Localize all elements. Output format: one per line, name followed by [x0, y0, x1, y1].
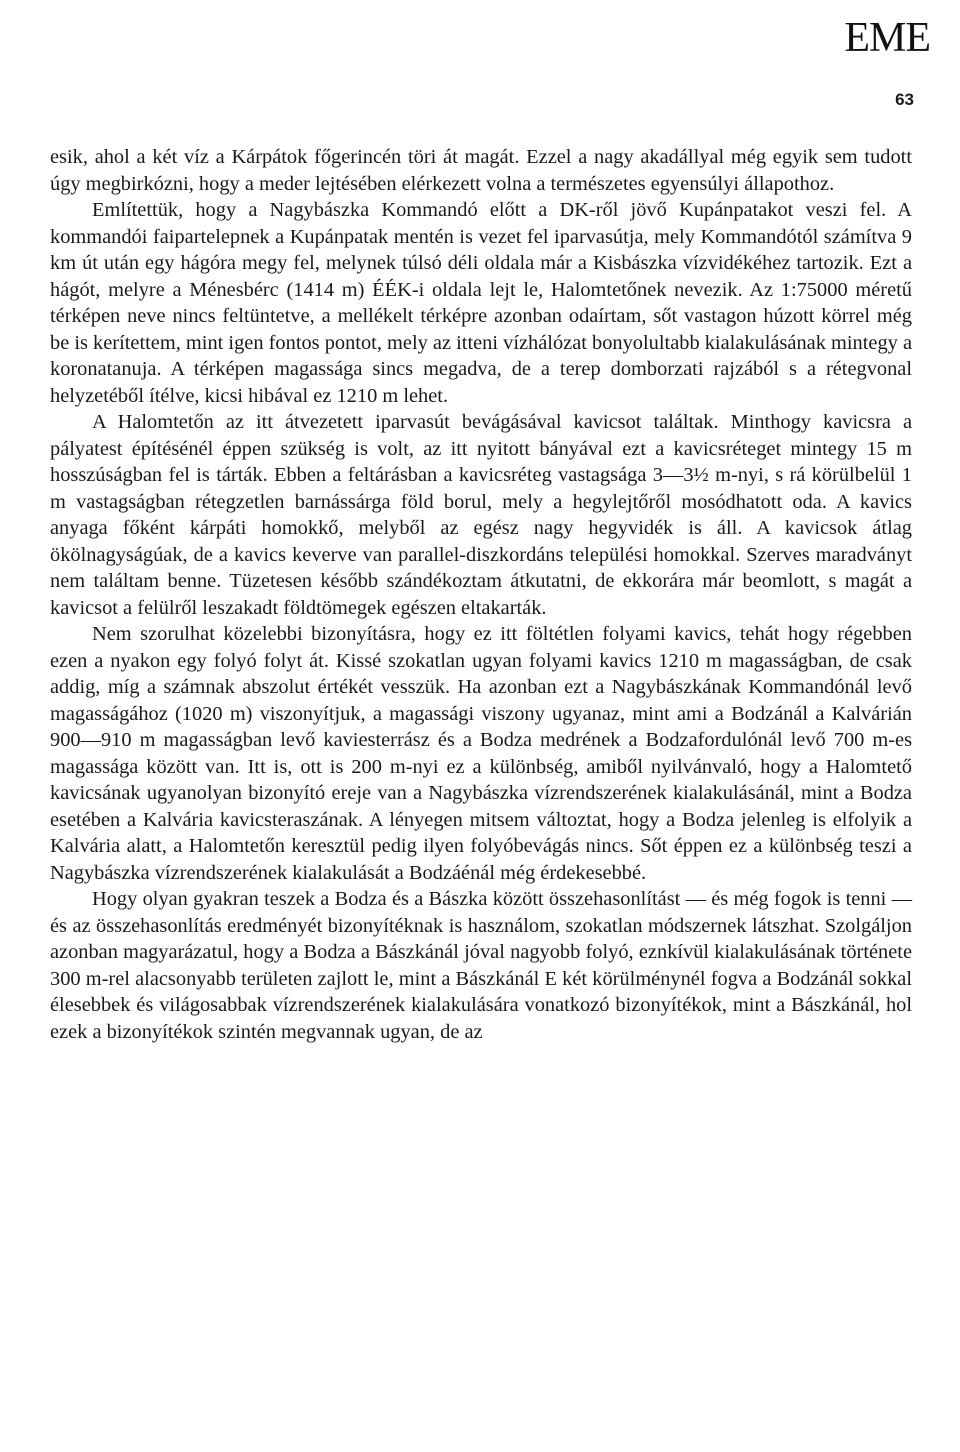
page-number: 63: [895, 90, 914, 109]
paragraph: esik, ahol a két víz a Kárpátok főgerincén töri át magát. Ezzel a nagy akadállyal még egyik sem tudott úgy megbirkózni, hogy a meder lejtésében elérkezett volna a természetes egyensúlyi állapothoz.: [50, 146, 912, 195]
publisher-logo: EME: [844, 15, 930, 61]
paragraph: Hogy olyan gyakran teszek a Bodza és a Bászka között összehasonlítást — és még fogok is tenni — és az összehasonlítás eredményét bizonyítéknak is használom, szokatlan módszernek látszhat. Szolgáljon azonban magyarázatul, hogy a Bodza a Bászkánál jóval nagyobb folyó, eznkívül kialakulásának története 300 m-rel alacsonyabb területen zajlott le, mint a Bászkánál E két körülménynél fogva a Bodzánál sokkal élesebbek és világosabbak vízrendszerének kialakulására vonatkozó bizonyítékok, mint a Bászkánál, hol ezek a bizonyítékok szintén megvannak ugyan, de az: [50, 888, 912, 1043]
body-text: [50, 144, 912, 1045]
paragraph: Nem szorulhat közelebbi bizonyításra, hogy ez itt föltétlen folyami kavics, tehát hogy régebben ezen a nyakon egy folyó folyt át. Kissé szokatlan ugyan folyami kavics 1210 m magasságban, de csak addig, míg a számnak abszolut értékét vesszük. Ha azonban ezt a Nagybászkának Kommandónál levő magasságához (1020 m) viszonyítjuk, a magassági viszony ugyanaz, mint ami a Bodzánál a Kalvárián 900—910 m magasságban levő kaviesterrász és a Bodza medrének a Bodzafordulónál levő 700 m-es magassága között van. Itt is, ott is 200 m-nyi ez a különbség, amiből nyilvánvaló, hogy a Halomtető kavicsának ugyanolyan bizonyító ereje van a Nagybászka vízrendszerének kialakulásánál, mint a Bodza esetében a Kalvária kavicsteraszának. A lényegen mitsem változtat, hogy a Bodza jelenleg is elfolyik a Kalvária alatt, a Halomtetőn keresztül pedig ilyen folyóbevágás nincs. Sőt éppen ez a különbség teszi a Nagybászka vízrendszerének kialakulását a Bodzáénál még érdekesebbé.: [50, 623, 912, 884]
paragraph: Említettük, hogy a Nagybászka Kommandó előtt a DK-ről jövő Kupánpatakot veszi fel. A kommandói faipartelepnek a Kupánpatak mentén is vezet fel iparvasútja, mely Kommandótól számítva 9 km út után egy hágóra megy fel, melynek túlsó déli oldala már a Kisbászka vízvidékéhez tartozik. Ezt a hágót, melyre a Ménesbérc (1414 m) ÉÉK-i oldala lejt le, Halomtetőnek nevezik. Az 1:75000 méretű térképen neve nincs feltüntetve, a mellékelt térképre azonban odaírtam, sőt vastagon húzott körrel még be is kerítettem, mint igen fontos pontot, mely az itteni vízhálózat bonyolultabb kialakulásának mintegy a koronatanuja. A térképen magassága sincs megadva, de a terep domborzati rajzából s a rétegvonal helyzetéből ítélve, kicsi hibával ez 1210 m lehet.: [50, 199, 912, 407]
paragraph: A Halomtetőn az itt átvezetett iparvasút bevágásával kavicsot találtak. Minthogy kavicsra a pályatest építésénél éppen szükség is volt, az itt nyitott bányával ezt a kavicsréteget mintegy 15 m hosszúságban fel is tárták. Ebben a feltárásban a kavicsréteg vastagsága 3—3½ m-nyi, s rá körülbelül 1 m vastagságban rétegzetlen barnássárga föld borul, mely a hegylejtőről mosódhatott oda. A kavics anyaga főként kárpáti homokkő, melyből az egész nagy hegyvidék is áll. A kavicsok átlag ökölnagyságúak, de a kavics keverve van parallel-diszkordáns települési homokkal. Szerves maradványt nem találtam benne. Tüzetesen később szándékoztam átkutatni, de ekkorára már beomlott, s magát a kavicsot a felülről leszakadt földtömegek egészen eltakarták.: [50, 411, 912, 619]
